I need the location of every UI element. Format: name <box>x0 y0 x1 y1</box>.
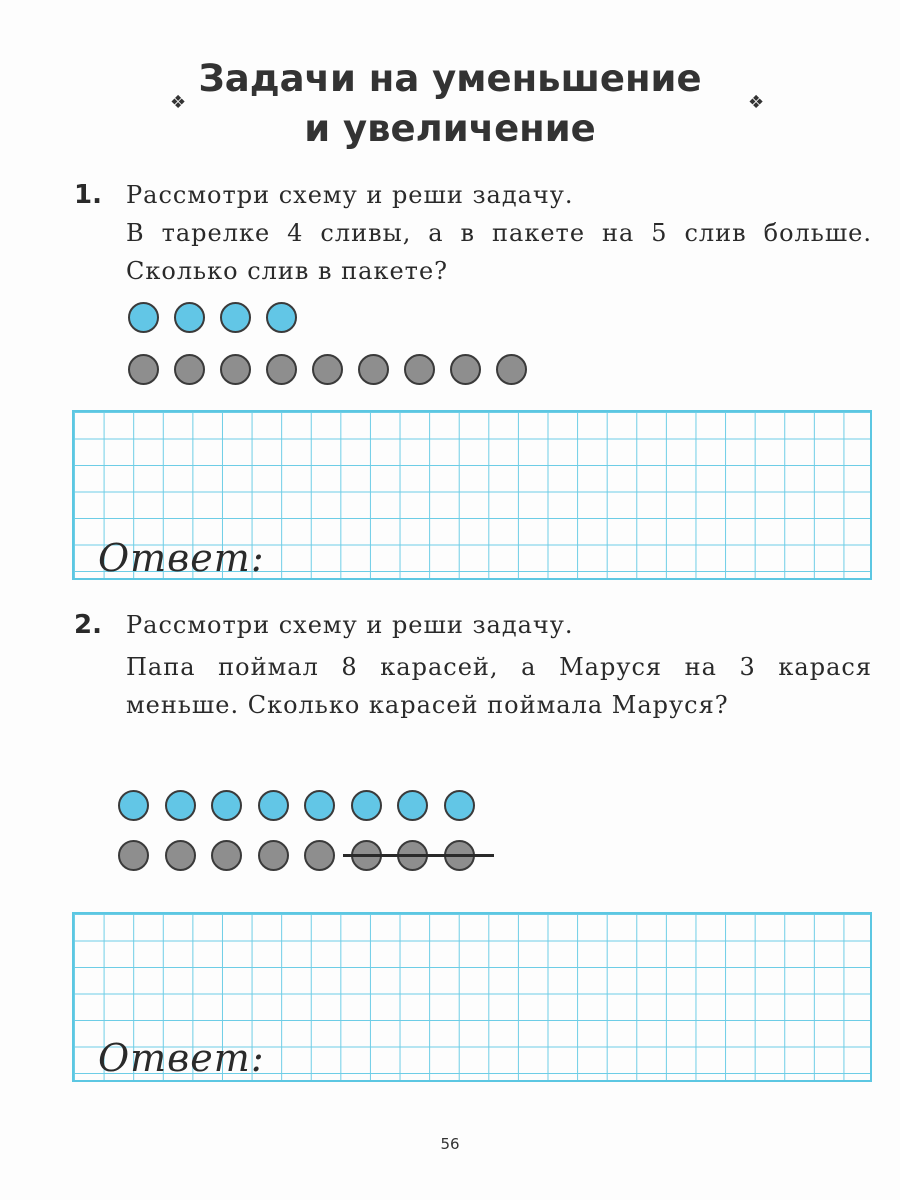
task-2-scheme <box>118 790 498 872</box>
blue-circle <box>118 790 149 821</box>
blue-circle <box>211 790 242 821</box>
task-1-number: 1. <box>74 180 102 210</box>
task-1-scheme <box>128 302 548 384</box>
task-2-problem <box>126 648 872 724</box>
task-2-instruction: Рассмотри схему и реши задачу. <box>126 611 574 639</box>
task-1-instruction: Рассмотри схему и реши задачу. <box>126 181 574 209</box>
task-2-number: 2. <box>74 610 102 640</box>
task-1-problem <box>126 214 872 290</box>
grey-circle <box>128 354 159 385</box>
blue-circle <box>351 790 382 821</box>
task-2-problem-text: Папа поймал 8 карасей, а Маруся на 3 карася меньше. Сколько карасей поймала Маруся? <box>126 653 872 719</box>
grey-circle <box>404 354 435 385</box>
strike-through-line <box>343 854 495 857</box>
task-1-answer-label: Ответ: <box>98 536 265 580</box>
grey-circle <box>211 840 242 871</box>
grey-circle <box>165 840 196 871</box>
ornament-left-icon: ❖ <box>170 92 187 113</box>
grey-circle <box>258 840 289 871</box>
grey-circle <box>220 354 251 385</box>
blue-circle <box>165 790 196 821</box>
grey-circle <box>118 840 149 871</box>
grey-circle <box>174 354 205 385</box>
blue-circle <box>304 790 335 821</box>
grey-circle <box>266 354 297 385</box>
ornament-right-icon: ❖ <box>748 92 765 113</box>
grey-circle <box>304 840 335 871</box>
grey-circle <box>450 354 481 385</box>
page-title-line-1: Задачи на уменьшение <box>198 57 702 100</box>
blue-circle <box>258 790 289 821</box>
task-1-problem-text: В тарелке 4 сливы, а в пакете на 5 слив больше. Сколько слив в пакете? <box>126 219 872 285</box>
grey-circle <box>496 354 527 385</box>
grey-circle <box>358 354 389 385</box>
page-number: 56 <box>440 1135 460 1153</box>
blue-circle <box>174 302 205 333</box>
blue-circle <box>266 302 297 333</box>
task-2-answer-label: Ответ: <box>98 1036 265 1080</box>
page-title-line-2: и увеличение <box>304 107 596 150</box>
blue-circle <box>220 302 251 333</box>
blue-circle <box>397 790 428 821</box>
blue-circle <box>128 302 159 333</box>
blue-circle <box>444 790 475 821</box>
grey-circle <box>312 354 343 385</box>
